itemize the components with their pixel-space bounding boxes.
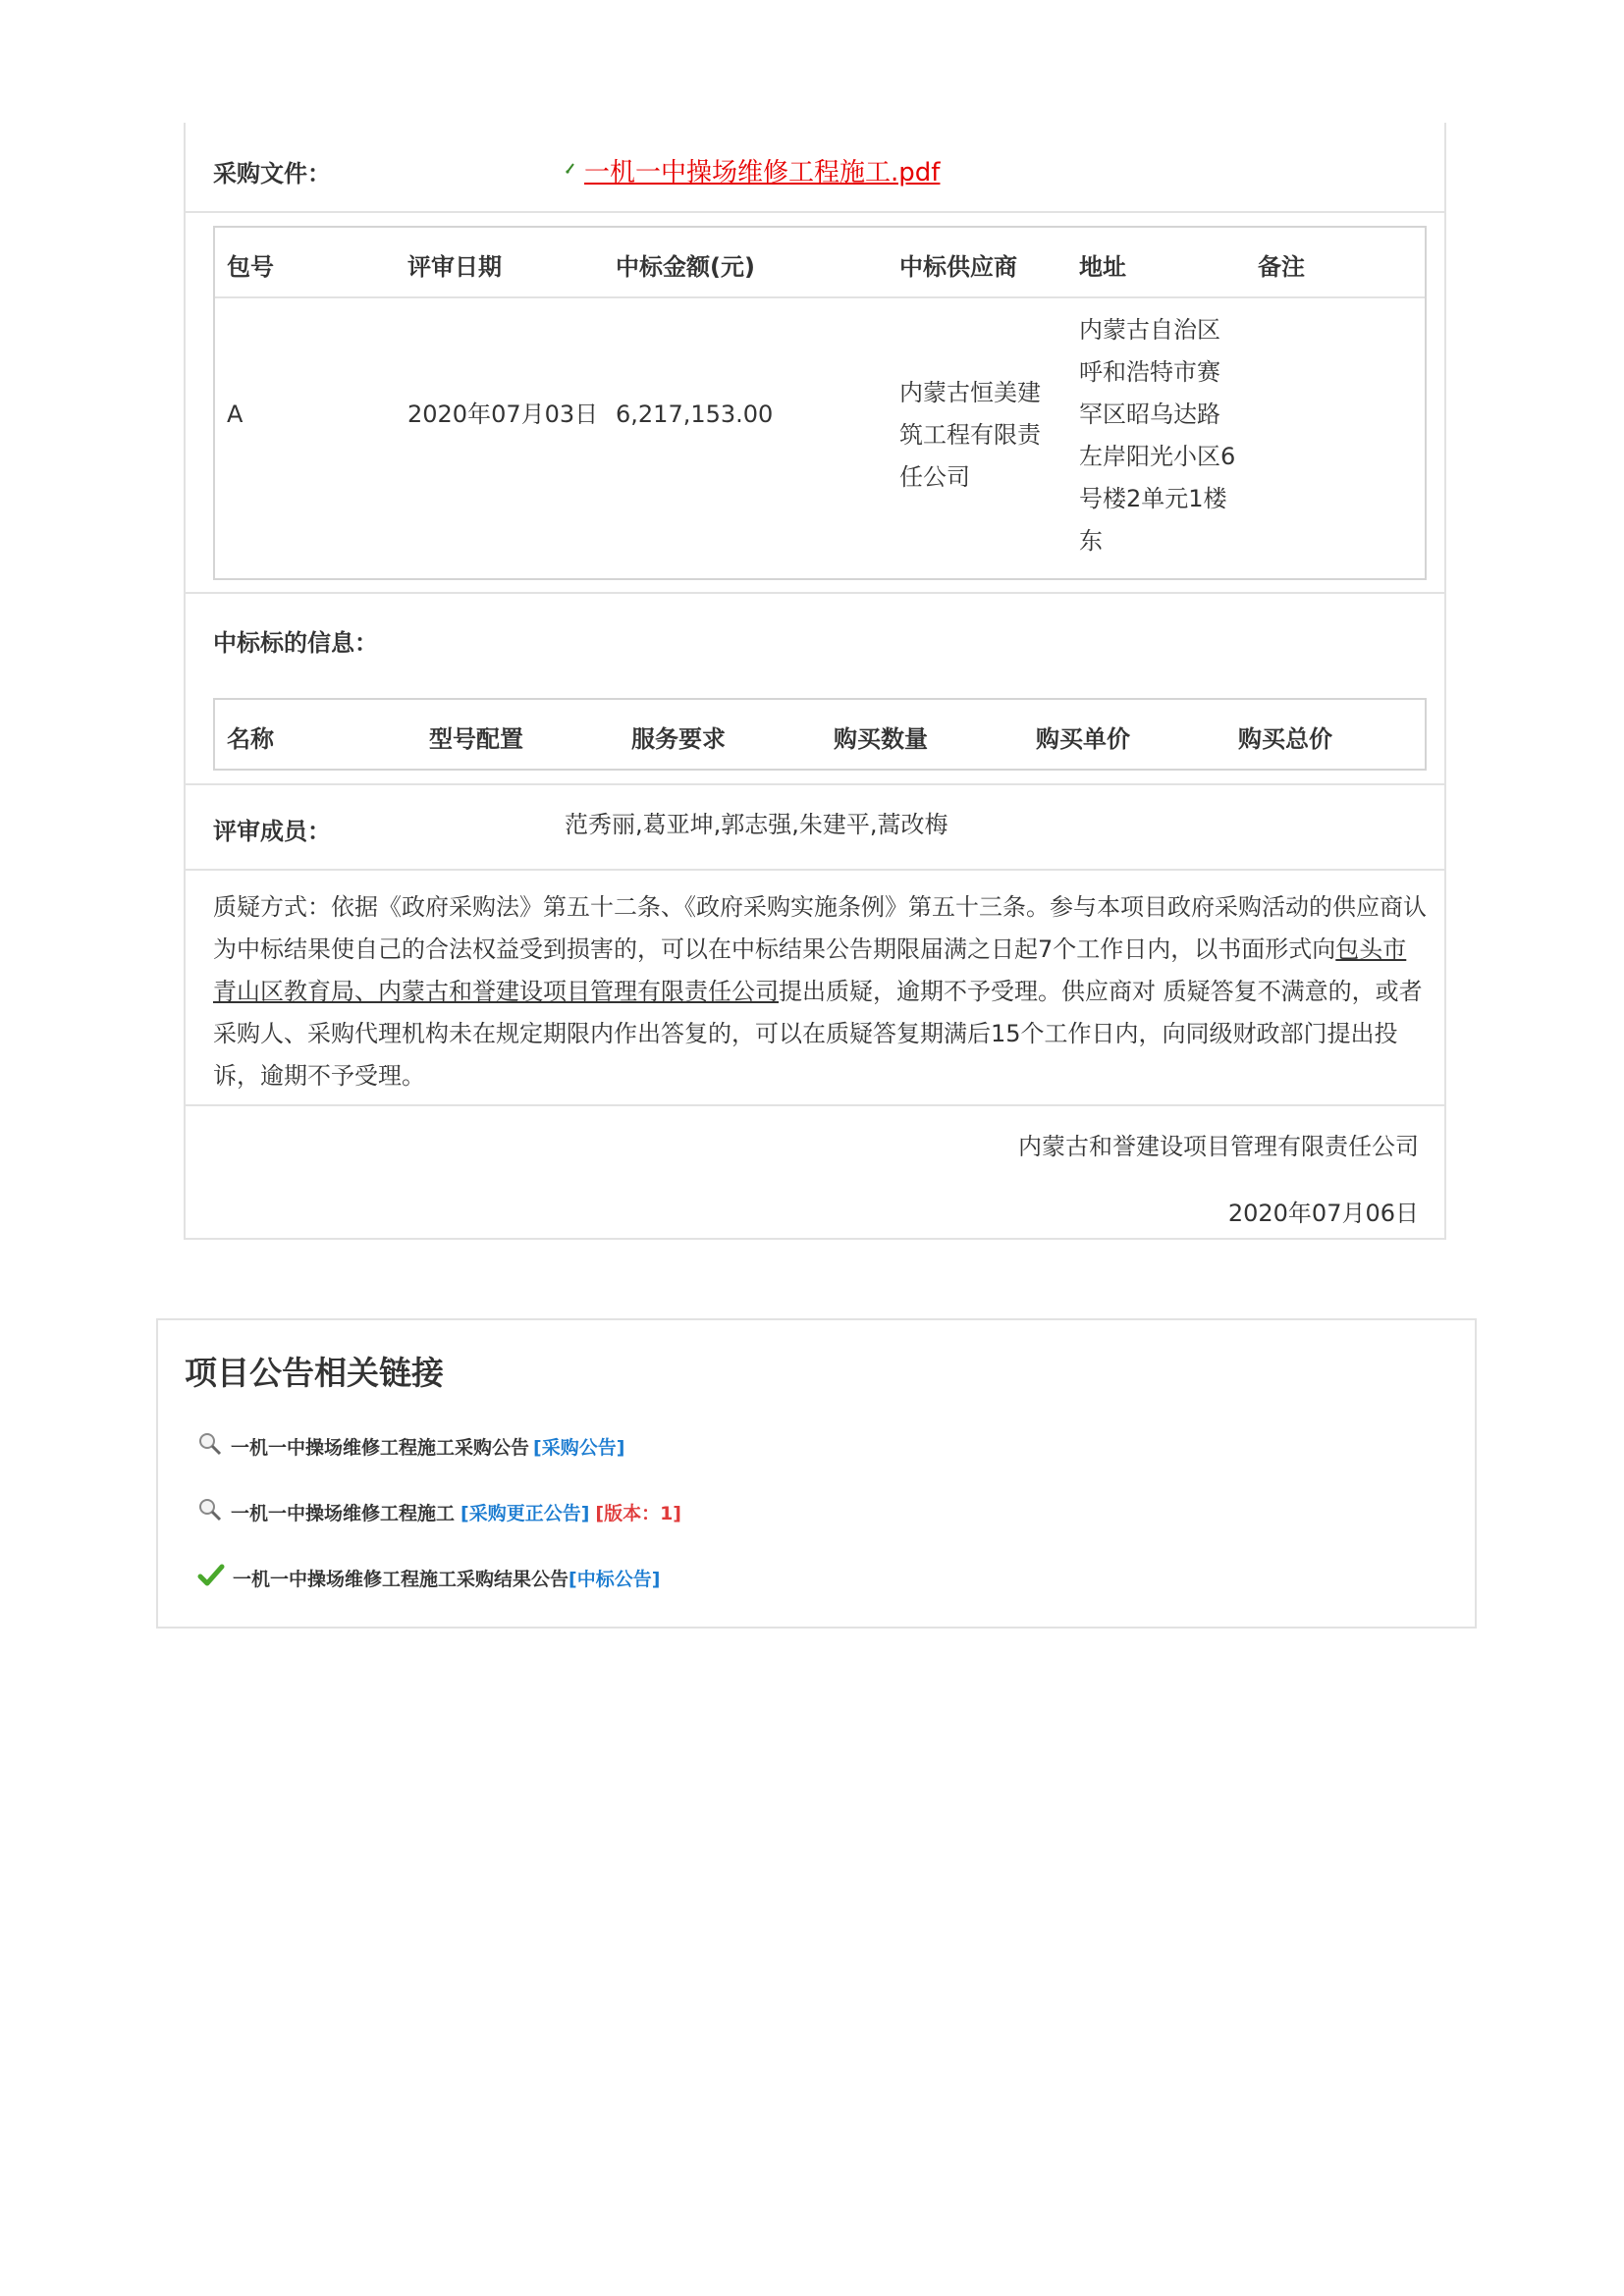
address-line: 内蒙古自治区: [1079, 316, 1220, 344]
divider: [186, 592, 1444, 594]
address-line: 罕区昭乌达路: [1079, 400, 1220, 428]
related-link-text[interactable]: 一机一中操场维修工程施工采购公告: [231, 1437, 530, 1459]
related-link-tag[interactable]: [中标公告]: [568, 1569, 661, 1590]
related-link-tag[interactable]: [采购更正公告]: [460, 1503, 590, 1524]
address-line: 呼和浩特市赛: [1079, 358, 1220, 386]
result-table: [213, 226, 1427, 580]
address-line: 东: [1079, 527, 1103, 555]
supplier-line: 任公司: [899, 463, 970, 491]
signature-company: 内蒙古和誉建设项目管理有限责任公司: [1018, 1133, 1419, 1160]
header-supplier: 中标供应商: [899, 253, 1017, 281]
header-remark: 备注: [1258, 253, 1305, 281]
address-line: 号楼2单元1楼: [1079, 485, 1227, 512]
cell-review-date: 2020年07月03日: [407, 400, 599, 428]
header-name: 名称: [227, 725, 274, 753]
related-link-text[interactable]: 一机一中操场维修工程施工: [231, 1503, 456, 1524]
supplier-line: 内蒙古恒美建: [899, 379, 1041, 406]
cell-supplier: [899, 372, 1041, 499]
checkmark-icon: [197, 1563, 225, 1593]
related-link-tag[interactable]: [采购公告]: [533, 1437, 625, 1459]
header-address: 地址: [1079, 253, 1126, 281]
table-header-divider: [215, 296, 1425, 298]
procurement-file-label: 采购文件：: [213, 160, 331, 187]
challenge-text: [213, 886, 1427, 1097]
reviewers-label: 评审成员：: [213, 818, 331, 845]
challenge-part2: 提出质疑，逾期不予受理。供应商对 质疑答复不满意的，或者采购人、采购代理机构未在规定期限内作出答复的，可以在质疑答复期满后15个工作日内，向同级财政部门提出投诉，逾期不予受理。: [213, 978, 1423, 1090]
header-model: 型号配置: [429, 725, 523, 753]
related-links-box: [156, 1318, 1477, 1629]
related-links-title: 项目公告相关链接: [185, 1354, 444, 1392]
cell-package: A: [227, 400, 244, 428]
address-line: 左岸阳光小区6: [1079, 443, 1236, 470]
bid-info-table: [213, 698, 1427, 771]
supplier-line: 筑工程有限责: [899, 421, 1041, 449]
divider: [186, 783, 1444, 785]
related-link-item[interactable]: [197, 1563, 660, 1593]
header-amount: 中标金额(元): [616, 253, 755, 281]
cell-amount: 6,217,153.00: [616, 400, 774, 428]
divider: [186, 211, 1444, 213]
version-tag: [版本：1]: [595, 1503, 681, 1524]
magnifier-icon: [197, 1497, 223, 1527]
challenge-underlined-parties: 包头市青山区教育局、内蒙古和誉建设项目管理有限责任公司: [213, 935, 1407, 1005]
divider: [186, 869, 1444, 871]
header-review-date: 评审日期: [407, 253, 502, 281]
procurement-file-link[interactable]: 一机一中操场维修工程施工.pdf: [584, 158, 941, 187]
challenge-part1: 质疑方式：依据《政府采购法》第五十二条、《政府采购实施条例》第五十三条。参与本项目政府采购活动的供应商认为中标结果使自己的合法权益受到损害的，可以在中标结果公告期限届满之日起7个工作日内，以书面形式向: [213, 893, 1427, 963]
related-link-item[interactable]: [197, 1431, 624, 1462]
file-attachment-icon: [565, 160, 578, 178]
divider: [186, 1104, 1444, 1106]
bid-info-label: 中标标的信息：: [213, 629, 378, 657]
related-link-item[interactable]: [197, 1497, 681, 1527]
signature-date: 2020年07月06日: [1227, 1200, 1419, 1227]
result-notice-box: [184, 123, 1446, 1240]
header-service: 服务要求: [631, 725, 726, 753]
header-unit-price: 购买单价: [1036, 725, 1130, 753]
header-total-price: 购买总价: [1238, 725, 1332, 753]
cell-address: [1079, 309, 1235, 562]
header-package: 包号: [227, 253, 274, 281]
magnifier-icon: [197, 1431, 223, 1462]
reviewers-value: 范秀丽,葛亚坤,郭志强,朱建平,蒿改梅: [565, 811, 948, 838]
header-quantity: 购买数量: [834, 725, 928, 753]
related-link-text[interactable]: 一机一中操场维修工程施工采购结果公告: [233, 1569, 569, 1590]
